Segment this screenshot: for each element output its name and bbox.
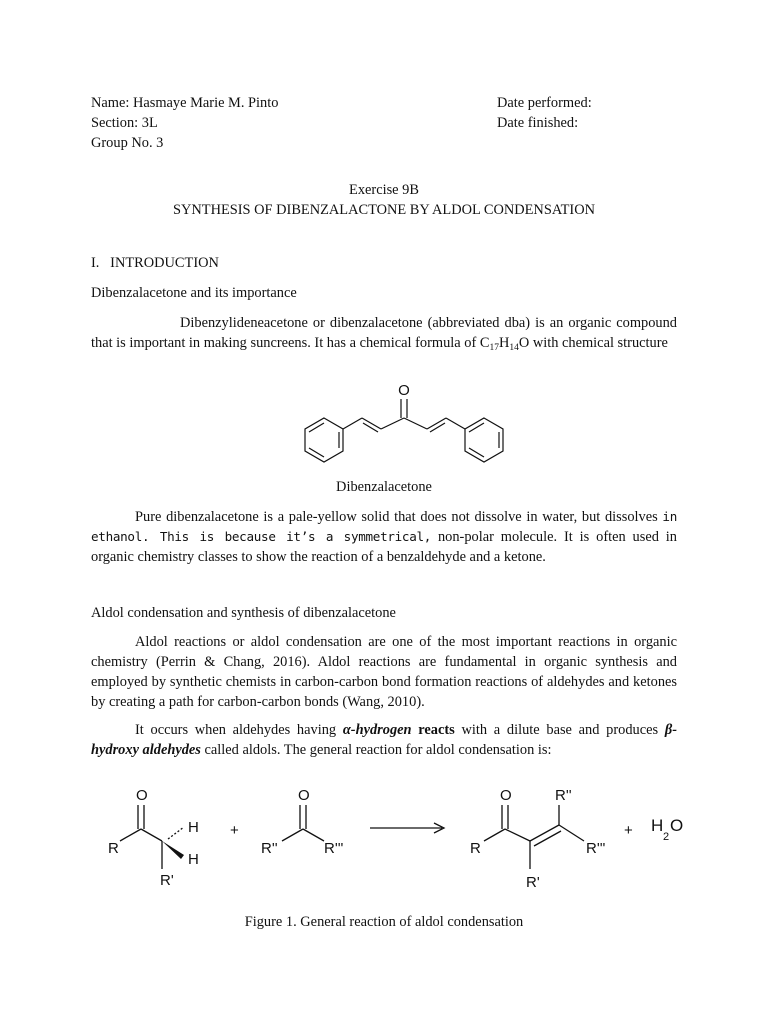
dibenzalacetone-structure <box>296 377 522 471</box>
figure-caption: Figure 1. General reaction of aldol condensation <box>244 914 524 930</box>
student-name: Name: Hasmaye Marie M. Pinto <box>91 95 279 111</box>
reactant2-oxygen: O <box>298 787 310 804</box>
water-subscript: 2 <box>663 831 670 843</box>
product-r: R <box>470 840 481 857</box>
reactant2-r-triple-prime: R''' <box>324 840 344 857</box>
reactant1-h-bottom: H <box>188 851 199 868</box>
subheading-aldol: Aldol condensation and synthesis of dibenzalacetone <box>91 605 396 621</box>
date-info <box>497 93 717 133</box>
water-o: O <box>670 816 684 835</box>
plus-sign-2: + <box>624 822 633 839</box>
oxygen-atom-label: O <box>398 382 410 399</box>
paragraph-aldol-importance: Aldol reactions or aldol condensation are one of the most important reactions in organic chemistry (Perrin & Chang, 2016). Aldol reactions are fundamental in organic synthesis and employed by synthetic chemists in carbon-carbon bond formation reactions of aldehydes and ketones by creating a path for carbon-carbon bonds (Wang, 2010). <box>91 634 677 710</box>
date-performed: Date performed: <box>497 95 592 111</box>
paragraph-dba-properties: Pure dibenzalacetone is a pale-yellow solid that does not dissolve in water, but dissolves in ethanol. This is because it’s a symmetrical, non-polar molecule. It is often used in organic chemistry classes to show the reaction of a benzaldehyde and a ketone. <box>91 509 678 565</box>
student-info <box>91 93 421 153</box>
aldol-reaction-scheme <box>98 783 690 895</box>
section-heading-introduction: I. INTRODUCTION <box>91 255 219 271</box>
paragraph-aldol-mechanism: It occurs when aldehydes having α-hydrogen reacts with a dilute base and produces β-hydroxy aldehydes called aldols. The general reaction for aldol condensation is: <box>91 722 677 758</box>
student-group: Group No. 3 <box>91 135 164 151</box>
product-r-double-prime: R'' <box>555 787 572 804</box>
product-r-triple-prime: R''' <box>586 840 606 857</box>
date-finished: Date finished: <box>497 115 579 131</box>
reactant1-h-top: H <box>188 819 199 836</box>
subheading-dba-importance: Dibenzalacetone and its importance <box>91 285 297 301</box>
reactant1-r: R <box>108 840 119 857</box>
document-title: SYNTHESIS OF DIBENZALACTONE BY ALDOL CONDENSATION <box>173 202 595 218</box>
student-section: Section: 3L <box>91 115 158 131</box>
product-oxygen: O <box>500 787 512 804</box>
reactant2-r-double-prime: R'' <box>261 840 278 857</box>
reactant1-r-prime: R' <box>160 872 174 889</box>
product-r-prime: R' <box>526 874 540 891</box>
water-h: H <box>651 816 664 835</box>
paragraph-dba-definition: Dibenzylideneacetone or dibenzalacetone (abbreviated dba) is an organic compound that is important in making suncreens. It has a chemical formula of $C_{17}H_{14}O$ with chemical structure <box>91 315 677 353</box>
reactant1-oxygen: O <box>136 787 148 804</box>
structure-caption: Dibenzalacetone <box>336 479 432 495</box>
exercise-number: Exercise 9B <box>349 182 419 198</box>
plus-sign-1: + <box>230 822 239 839</box>
